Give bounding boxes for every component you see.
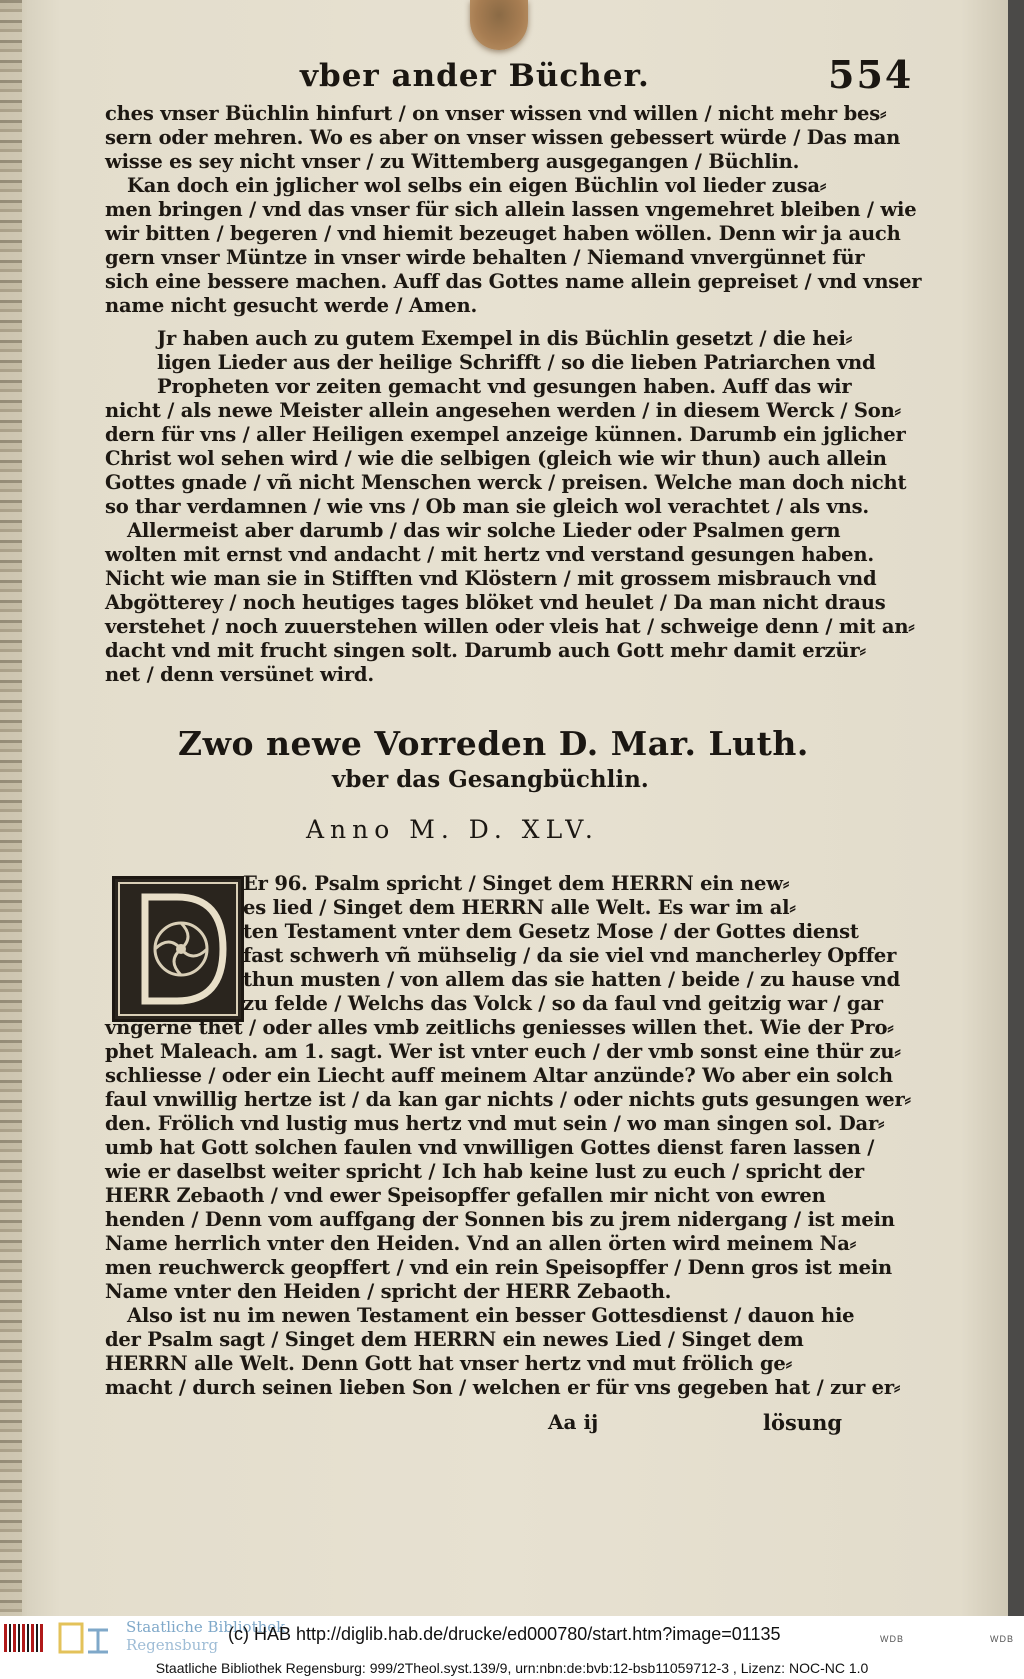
text-line: Propheten vor zeiten gemacht vnd gesungen haben. Auff das wir xyxy=(157,375,852,398)
text-line: thun musten / von allem das sie hatten / beide / zu hause vnd xyxy=(243,968,901,991)
text-line: ten Testament vnter dem Gesetz Mose / der Gottes dienst xyxy=(243,920,859,943)
text-line: ches vnser Büchlin hinfurt / on vnser wissen vnd willen / nicht mehr bes⸗ xyxy=(105,102,887,125)
text-line: dacht vnd mit frucht singen solt. Darumb auch Gott mehr damit erzür⸗ xyxy=(105,639,866,662)
page-edge-right xyxy=(1008,0,1024,1616)
text-line: net / denn versünet wird. xyxy=(105,663,374,686)
text-line: nicht / als newe Meister allein angesehen werden / in diesem Werck / Son⸗ xyxy=(105,399,901,422)
text-line: faul vnwillig hertze ist / da kan gar nichts / oder nichts guts gesungen wer⸗ xyxy=(105,1088,911,1111)
text-block-1 xyxy=(105,102,922,318)
catchword: lösung xyxy=(763,1410,843,1435)
section-heading: Zwo newe Vorreden D. Mar. Luth. xyxy=(178,724,809,763)
text-line: Er 96. Psalm spricht / Singet dem HERRN ein new⸗ xyxy=(243,872,790,895)
paper-damage xyxy=(470,0,528,50)
text-line: so thar verdamnen / wie vns / Ob man sie gleich wol verachtet / als vns. xyxy=(105,495,870,518)
text-block-2 xyxy=(105,327,915,687)
text-line: Christ wol sehen wird / wie die selbigen (gleich wie wir thun) auch allein xyxy=(105,447,887,470)
copyright-link[interactable]: (c) HAB http://diglib.hab.de/drucke/ed000780/start.htm?image=01135 xyxy=(228,1624,781,1644)
text-line: Also ist nu im newen Testament ein besser Gottesdienst / dauon hie xyxy=(127,1304,855,1327)
text-line: macht / durch seinen lieben Son / welchen er für vns gegeben hat / zur er⸗ xyxy=(105,1376,901,1399)
date-line: Anno M. D. XLV. xyxy=(306,815,599,844)
text-line: Gottes gnade / vñ nicht Menschen werck / preisen. Welche man doch nicht xyxy=(105,471,907,494)
page-number: 554 xyxy=(828,52,914,97)
text-line: gern vnser Müntze in vnser wirde behalten / Niemand vnvergünnet für xyxy=(105,246,865,269)
page-edges-left xyxy=(0,0,22,1616)
library-city: Regensburg xyxy=(126,1636,219,1654)
text-line: Jr haben auch zu gutem Exempel in dis Büchlin gesetzt / die hei⸗ xyxy=(157,327,853,350)
text-block-3 xyxy=(105,872,911,1400)
text-line: wir bitten / begeren / vnd hiemit bezeuget haben wöllen. Denn wir ja auch xyxy=(105,222,901,245)
text-line: Abgötterey / noch heutiges tages blöket vnd heulet / Da man nicht draus xyxy=(105,591,886,614)
text-line: Name vnter den Heiden / spricht der HERR Zebaoth. xyxy=(105,1280,672,1303)
text-line: name nicht gesucht werde / Amen. xyxy=(105,294,478,317)
text-line: schliesse / oder ein Liecht auff meinem Altar anzünde? Wo aber ein solch xyxy=(105,1064,893,1087)
text-line: wie er daselbst weiter spricht / Ich hab keine lust zu euch / spricht der xyxy=(105,1160,864,1183)
color-scale-icon xyxy=(4,1624,44,1652)
text-line: den. Frölich vnd lustig mus hertz vnd mut sein / wo man singen sol. Dar⸗ xyxy=(105,1112,885,1135)
running-head: vber ander Bücher. xyxy=(300,58,650,94)
text-line: men reuchwerck geopffert / vnd ein rein Speisopffer / Denn gros ist mein xyxy=(105,1256,893,1279)
text-line: vngerne thet / oder alles vmb zeitlichs geniesses willen thet. Wie der Pro⸗ xyxy=(105,1016,894,1039)
text-line: HERRN alle Welt. Denn Gott hat vnser hertz vnd mut frölich ge⸗ xyxy=(105,1352,792,1375)
text-line: men bringen / vnd das vnser für sich allein lassen vngemehret bleiben / wie xyxy=(105,198,917,221)
signature-mark: Aa ij xyxy=(548,1410,599,1434)
text-line: Kan doch ein jglicher wol selbs ein eigen Büchlin vol lieder zusa⸗ xyxy=(127,174,827,197)
section-subheading: vber das Gesangbüchlin. xyxy=(332,766,649,793)
text-line: fast schwerh vñ mühselig / da sie viel vnd mancherley Opffer xyxy=(243,944,897,967)
text-line: HERR Zebaoth / vnd ewer Speisopffer gefallen mir nicht von ewren xyxy=(105,1184,826,1207)
text-line: dern für vns / aller Heiligen exempel anzeige künnen. Darumb ein jglicher xyxy=(105,423,906,446)
text-line: zu felde / Welchs das Volck / so da faul vnd geitzig war / gar xyxy=(243,992,883,1015)
watermark-label: WDB xyxy=(880,1634,904,1644)
text-line: es lied / Singet dem HERRN alle Welt. Es war im al⸗ xyxy=(243,896,796,919)
text-line: phet Maleach. am 1. sagt. Wer ist vnter euch / der vmb sonst eine thür zu⸗ xyxy=(105,1040,901,1063)
text-line: sich eine bessere machen. Auff das Gottes name allein gepreiset / vnd vnser xyxy=(105,270,922,293)
text-line: Name herrlich vnter den Heiden. Vnd an allen örten wird meinem Na⸗ xyxy=(105,1232,857,1255)
text-line: ligen Lieder aus der heilige Schrifft / so die lieben Patriarchen vnd xyxy=(157,351,876,374)
library-name: Staatliche Bibliothek xyxy=(126,1618,286,1636)
text-line: Nicht wie man sie in Stifften vnd Klöstern / mit grossem misbrauch vnd xyxy=(105,567,877,590)
license-footer: Staatliche Bibliothek Regensburg: 999/2Theol.syst.139/9, urn:nbn:de:bvb:12-bsb11059712-3 , Lizenz: NOC-NC 1.0 xyxy=(155,1660,869,1676)
text-line: der Psalm sagt / Singet dem HERRN ein newes Lied / Singet dem xyxy=(105,1328,804,1351)
text-line: Allermeist aber darumb / das wir solche Lieder oder Psalmen gern xyxy=(127,519,841,542)
text-line: sern oder mehren. Wo es aber on vnser wissen gebessert würde / Das man xyxy=(105,126,901,149)
text-line: verstehet / noch zuuerstehen willen oder vleis hat / schweige denn / mit an⸗ xyxy=(105,615,915,638)
text-line: wolten mit ernst vnd andacht / mit hertz vnd verstand gesungen haben. xyxy=(105,543,874,566)
text-line: henden / Denn vom auffgang der Sonnen bis zu jrem nidergang / ist mein xyxy=(105,1208,895,1231)
text-line: umb hat Gott solchen faulen vnd vnwilligen Gottes dienst faren lassen / xyxy=(105,1136,875,1159)
watermark-label: WDB xyxy=(990,1634,1014,1644)
text-line: wisse es sey nicht vnser / zu Wittemberg ausgegangen / Büchlin. xyxy=(105,150,800,173)
library-logo-icon xyxy=(58,1622,110,1654)
